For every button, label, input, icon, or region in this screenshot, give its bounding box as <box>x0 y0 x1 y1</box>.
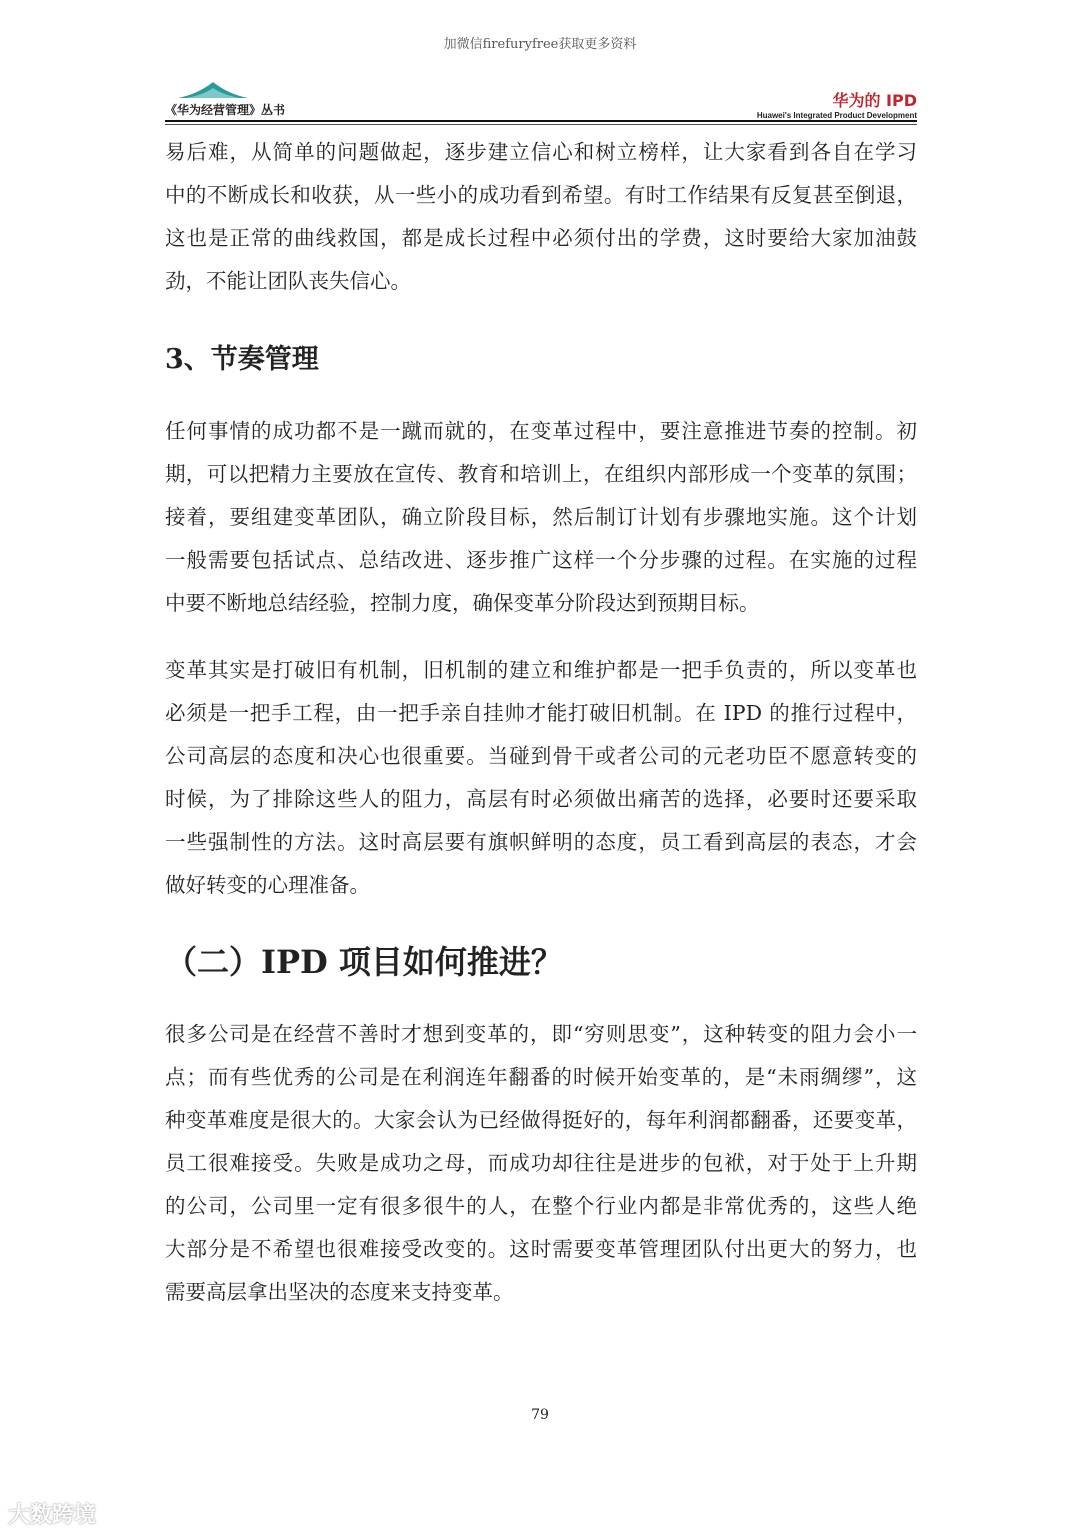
text-line: 一般需要包括试点、总结改进、逐步推广这样一个分步骤的过程。在实施的过程 <box>165 548 917 572</box>
text-line: 接着，要组建变革团队，确立阶段目标，然后制订计划有步骤地实施。这个计划 <box>165 505 917 529</box>
brand <box>757 88 917 120</box>
text-line: 公司高层的态度和决心也很重要。当碰到骨干或者公司的元老功臣不愿意转变的 <box>165 744 917 768</box>
text-line: 时候，为了排除这些人的阻力，高层有时必须做出痛苦的选择，必要时还要采取 <box>165 787 917 811</box>
text-line: 任何事情的成功都不是一蹴而就的，在变革过程中，要注意推进节奏的控制。初 <box>165 419 917 443</box>
text-line: 中的不断成长和收获，从一些小的成功看到希望。有时工作结果有反复甚至倒退， <box>165 183 917 207</box>
text-line: 中要不断地总结经验，控制力度，确保变革分阶段达到预期目标。 <box>165 591 760 615</box>
text-line: 一些强制性的方法。这时高层要有旗帜鲜明的态度，员工看到高层的表态，才会 <box>165 830 917 854</box>
text-line: 易后难，从简单的问题做起，逐步建立信心和树立榜样，让大家看到各自在学习 <box>165 140 917 164</box>
series-logo-icon <box>178 80 248 100</box>
series-title: 《华为经营管理》丛书 <box>165 103 286 117</box>
paragraph-1 <box>165 131 917 303</box>
watermark: 大数跨境 <box>8 1503 97 1528</box>
text-line: 员工很难接受。失败是成功之母，而成功却往往是进步的包袱，对于处于上升期 <box>165 1151 917 1175</box>
paragraph-4 <box>165 1013 917 1314</box>
text-line: 点；而有些优秀的公司是在利润连年翻番的时候开始变革的，是“未雨绸缪”，这 <box>165 1065 917 1089</box>
text-line: 变革其实是打破旧有机制，旧机制的建立和维护都是一把手负责的，所以变革也 <box>165 658 917 682</box>
text-line: 的公司，公司里一定有很多很牛的人，在整个行业内都是非常优秀的，这些人绝 <box>165 1194 917 1218</box>
page-number: 79 <box>531 1407 549 1423</box>
paragraph-2 <box>165 410 917 625</box>
header-rule-thin <box>165 124 917 125</box>
text-line: 大部分是不希望也很难接受改变的。这时需要变革管理团队付出更大的努力，也 <box>165 1237 917 1261</box>
text-line: 很多公司是在经营不善时才想到变革的，即“穷则思变”，这种转变的阻力会小一 <box>165 1022 917 1046</box>
text-line: 做好转变的心理准备。 <box>165 873 370 897</box>
chapter-heading: （二）IPD 项目如何推进？ <box>165 943 563 981</box>
brand-title: 华为的 IPD <box>832 91 917 110</box>
text-line: 必须是一把手工程，由一把手亲自挂帅才能打破旧机制。在 IPD 的推行过程中， <box>165 701 917 725</box>
top-note: 加微信firefuryfree获取更多资料 <box>443 37 637 52</box>
paragraph-3 <box>165 649 917 907</box>
text-line: 期，可以把精力主要放在宣传、教育和培训上，在组织内部形成一个变革的氛围； <box>165 462 917 486</box>
text-line: 劲，不能让团队丧失信心。 <box>165 269 411 293</box>
text-line: 这也是正常的曲线救国，都是成长过程中必须付出的学费，这时要给大家加油鼓 <box>165 226 917 250</box>
header-rule <box>165 120 917 122</box>
brand-subtitle: Huawei's Integrated Product Development <box>756 111 917 120</box>
section-heading: 3、节奏管理 <box>165 344 319 375</box>
text-line: 需要高层拿出坚决的态度来支持变革。 <box>165 1280 514 1304</box>
text-line: 种变革难度是很大的。大家会认为已经做得挺好的，每年利润都翻番，还要变革， <box>165 1108 917 1132</box>
